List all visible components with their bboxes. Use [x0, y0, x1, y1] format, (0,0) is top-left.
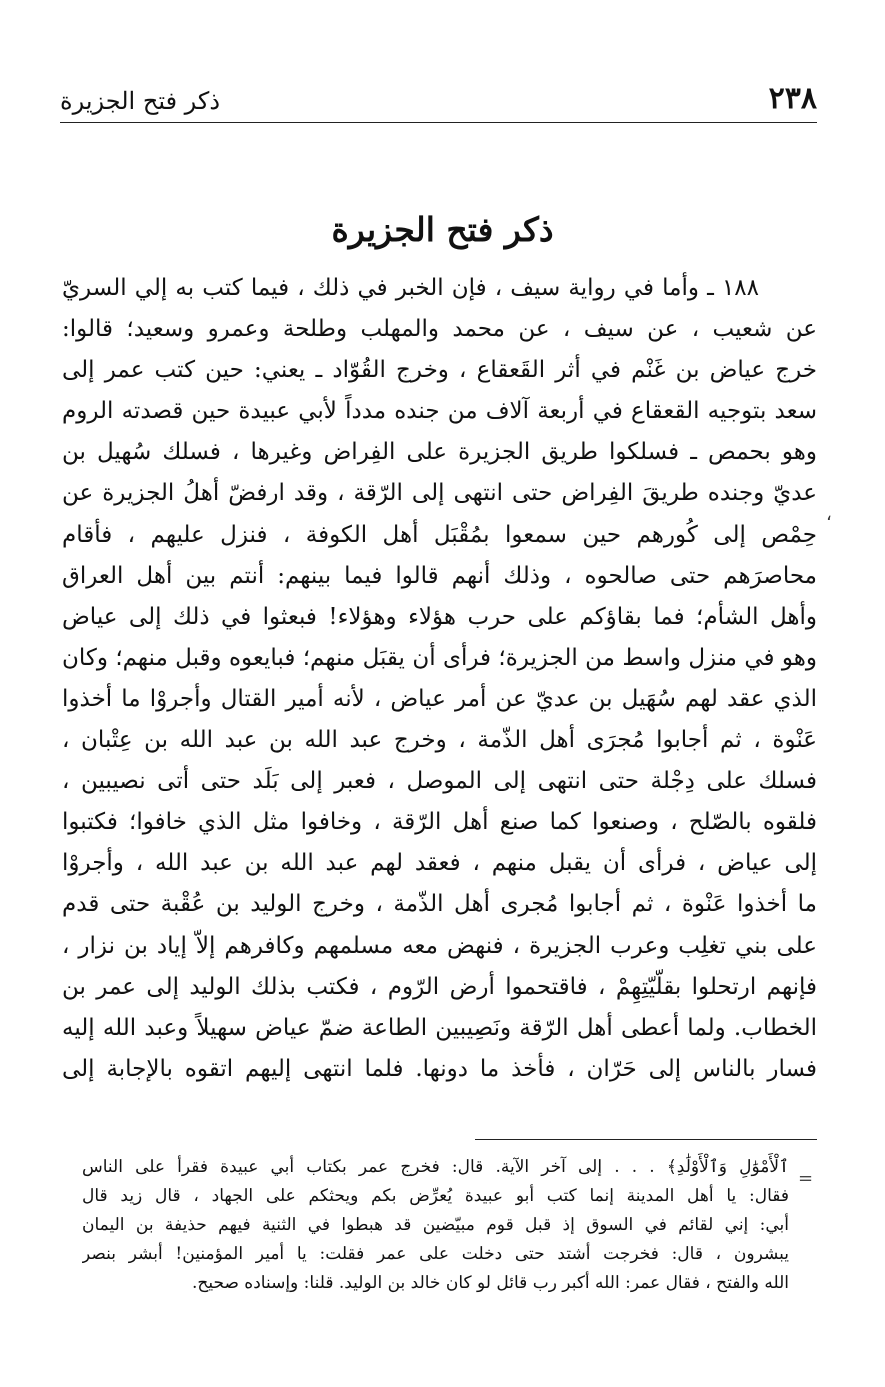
- body-line: عَنْوة ، ثم أجابوا مُجرَى أهل الذّمة ، وخرج عبد الله بن عبد الله بن عِتْبان ،: [62, 727, 817, 754]
- footnote-line: فقال: يا أهل المدينة إنما كتب أبو عبيدة يُعرِّض بكم ويحثكم على الجهاد ، قال زيد قال: [82, 1186, 789, 1206]
- body-line: سعد بتوجيه القعقاع في أربعة آلاف من جنده مدداً لأبي عبيدة حين قصدته الروم: [62, 398, 817, 425]
- body-line: الخطاب. ولما أعطى أهل الرّقة ونَصِيبين الطاعة ضمّ عياض سهيلاً وعبد الله إليه: [62, 1014, 817, 1041]
- body-line: فسلك على دِجْلة حتى انتهى إلى الموصل ، فعبر إلى بَلَد حتى أتى نصيبين ،: [62, 768, 817, 795]
- footnote-line: ٱلْأَمْوَٰلِ وَٱلْأَوْلَٰدِ﴾ . . . إلى آخر الآية. قال: فخرج عمر بكتاب أبي عبيدة فقرأ على الناس: [82, 1157, 789, 1177]
- body-line: ما أخذوا عَنْوة ، ثم أجابوا مُجرى أهل الذّمة ، وخرج الوليد بن عُقْبة حتى قدم: [62, 891, 817, 918]
- running-title: ذكر فتح الجزيرة: [60, 87, 221, 115]
- body-line: حِمْص إلى كُورهم حين سمعوا بمُقْبَل أهل الكوفة ، فنزل عليهم ، فأقام: [62, 521, 817, 548]
- footnote-continuation-mark: =: [798, 1168, 814, 1189]
- running-head: [60, 82, 817, 123]
- body-line: وهو بحمص ـ فسلكوا طريق الجزيرة على الفِراض وغيرها ، فسلك سُهيل بن: [62, 439, 817, 466]
- body-line: إلى عياض ، فرأى أن يقبل منهم ، فعقد لهم عبد الله بن عبد الله ، وأجروْا: [62, 850, 817, 877]
- body-line: على بني تغلِب وعرب الجزيرة ، فنهض معه مسلمهم وكافرهم إلاّ إياد بن نزار ،: [62, 932, 817, 959]
- body-line: وأهل الشأم؛ فما بقاؤكم على حرب هؤلاء وهؤلاء! فبعثوا في ذلك إلى عياض: [62, 603, 817, 630]
- body-text: [62, 268, 817, 1090]
- margin-mark: ،: [826, 504, 832, 525]
- body-line: خرج عياض بن غَنْم في أثر القَعقاع ، وخرج القُوّاد ـ يعني: حين كتب عمر إلى: [62, 357, 817, 384]
- body-line: ١٨٨ ـ وأما في رواية سيف ، فإن الخبر في ذلك ، فيما كتب به إلي السريّ: [62, 275, 759, 301]
- body-line: فسار بالناس إلى حَرّان ، فأخذ ما دونها. فلما انتهى إليهم اتقوه بالإجابة إلى: [62, 1055, 817, 1082]
- footnotes: [82, 1153, 789, 1298]
- body-line: محاصرَهم حتى صالحوه ، وذلك أنهم قالوا فيما بينهم: أنتم بين أهل العراق: [62, 562, 817, 589]
- body-line: فلقوه بالصّلح ، وصنعوا كما صنع أهل الرّقة ، وخافوا مثل الذي خافوا؛ فكتبوا: [62, 809, 817, 836]
- footnote-rule: [475, 1139, 817, 1140]
- footnote-line: يبشرون ، قال: فخرجت أشتد حتى دخلت على عمر فقلت: يا أمير المؤمنين! أبشر بنصر: [82, 1244, 789, 1264]
- body-line: الذي عقد لهم سُهَيل بن عديّ عن أمر عياض ، لأنه أمير القتال وأجروْا ما أخذوا: [62, 685, 817, 712]
- body-line: فإنهم ارتحلوا بقلّيّتِهِمْ ، فاقتحموا أرض الرّوم ، فكتب بذلك الوليد إلى عمر بن: [62, 973, 817, 1000]
- footnote-line: الله والفتح ، فقال عمر: الله أكبر رب قائل لو كان خالد بن الوليد. قلنا: وإسناده صحيح.: [191, 1273, 789, 1293]
- body-line: وهو في منزل واسط من الجزيرة؛ فرأى أن يقبَل منهم؛ فبايعوه وقبل منهم؛ وكان: [62, 644, 817, 671]
- page-number: ٢٣٨: [768, 81, 817, 116]
- body-line: عديّ وجنده طريقَ الفِراض حتى انتهى إلى الرّقة ، وقد ارفضّ أهلُ الجزيرة عن: [62, 480, 817, 507]
- chapter-title: ذكر فتح الجزيرة: [331, 210, 554, 249]
- footnote-line: أبي: إني لقائم في السوق إذ قبل قوم مبيّضين قد هبطوا في الثنية فيهم حذيفة بن اليمان: [82, 1215, 789, 1235]
- body-line: عن شعيب ، عن سيف ، عن محمد والمهلب وطلحة وعمرو وسعيد؛ قالوا:: [62, 316, 817, 343]
